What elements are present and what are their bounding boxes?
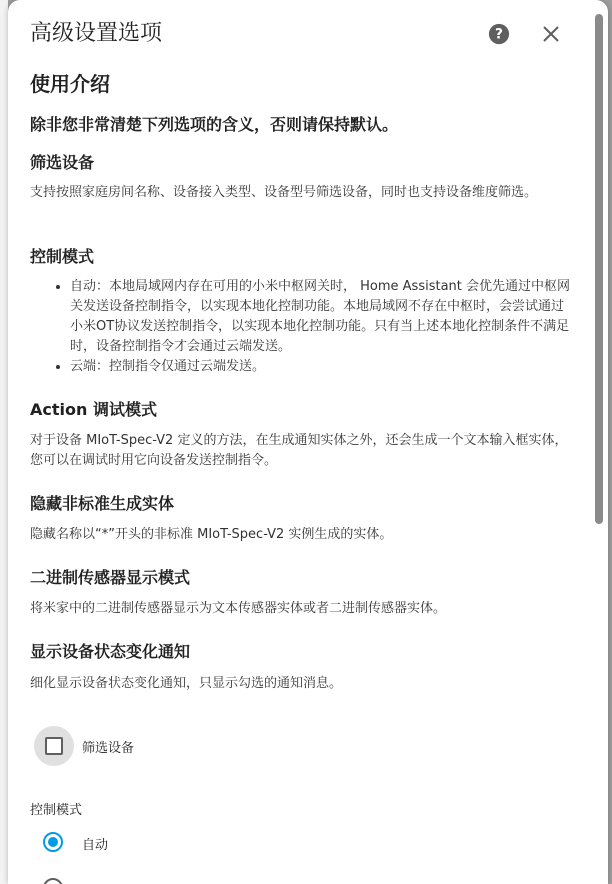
section-text-binary: 将米家中的二进制传感器显示为文本传感器实体或者二进制传感器实体。 bbox=[30, 601, 447, 616]
control-mode-option-auto: 自动 bbox=[82, 838, 109, 853]
help-button[interactable] bbox=[486, 21, 512, 47]
filter-devices-checkbox[interactable] bbox=[34, 726, 74, 766]
advanced-settings-dialog bbox=[8, 0, 608, 884]
dialog-header bbox=[8, 0, 608, 64]
filter-devices-label: 筛选设备 bbox=[82, 741, 135, 756]
control-mode-radio-auto[interactable] bbox=[43, 832, 63, 852]
list-item: • 云端：控制指令仅通过云端发送。 bbox=[70, 357, 570, 377]
radio-dot bbox=[48, 837, 58, 847]
backdrop bbox=[0, 0, 8, 884]
section-text-hide: 隐藏名称以“*”开头的非标准 MIoT-Spec-V2 实例生成的实体。 bbox=[30, 527, 393, 542]
section-title-binary: 二进制传感器显示模式 bbox=[30, 568, 191, 587]
section-text-filter: 支持按照家庭房间名称、设备接入类型、设备型号筛选设备，同时也支持设备维度筛选。 bbox=[30, 185, 538, 200]
help-circle-icon bbox=[488, 23, 510, 45]
scrollbar-thumb[interactable] bbox=[595, 14, 603, 524]
checkbox-box bbox=[45, 737, 63, 755]
section-title-action: Action 调试模式 bbox=[30, 400, 157, 419]
dialog-title: 高级设置选项 bbox=[30, 21, 163, 46]
intro-lead: 除非您非常清楚下列选项的含义，否则请保持默认。 bbox=[30, 115, 399, 134]
intro-heading: 使用介绍 bbox=[30, 72, 110, 96]
section-text-action: 对于设备 MIoT-Spec-V2 定义的方法，在生成通知实体之外，还会生成一个文本输入框实体，您可以在调试时用它向设备发送控制指令。 bbox=[30, 433, 568, 468]
close-button[interactable] bbox=[538, 21, 564, 47]
section-text-notify: 细化显示设备状态变化通知，只显示勾选的通知消息。 bbox=[30, 676, 343, 691]
section-title-control: 控制模式 bbox=[30, 247, 95, 266]
control-mode-radio-cloud[interactable] bbox=[43, 878, 63, 884]
section-title-hide: 隐藏非标准生成实体 bbox=[30, 494, 175, 513]
control-mode-list bbox=[30, 277, 570, 377]
list-item: • 自动：本地局域网内存在可用的小米中枢网关时， Home Assistant 会优先通过中枢网关发送设备控制指令，以实现本地化控制功能。本地局域网不存在中枢时，会尝试通过小米OT协议发送控制指令，以实现本地化控制功能。只有当上述本地化控制条件不满足时，设备控制指令才会通过云端发送。 bbox=[70, 277, 570, 357]
control-mode-field-label: 控制模式 bbox=[30, 803, 83, 818]
svg-text:?: ? bbox=[495, 26, 503, 43]
section-title-notify: 显示设备状态变化通知 bbox=[30, 642, 191, 661]
section-title-filter: 筛选设备 bbox=[30, 153, 95, 172]
close-icon bbox=[542, 25, 560, 43]
